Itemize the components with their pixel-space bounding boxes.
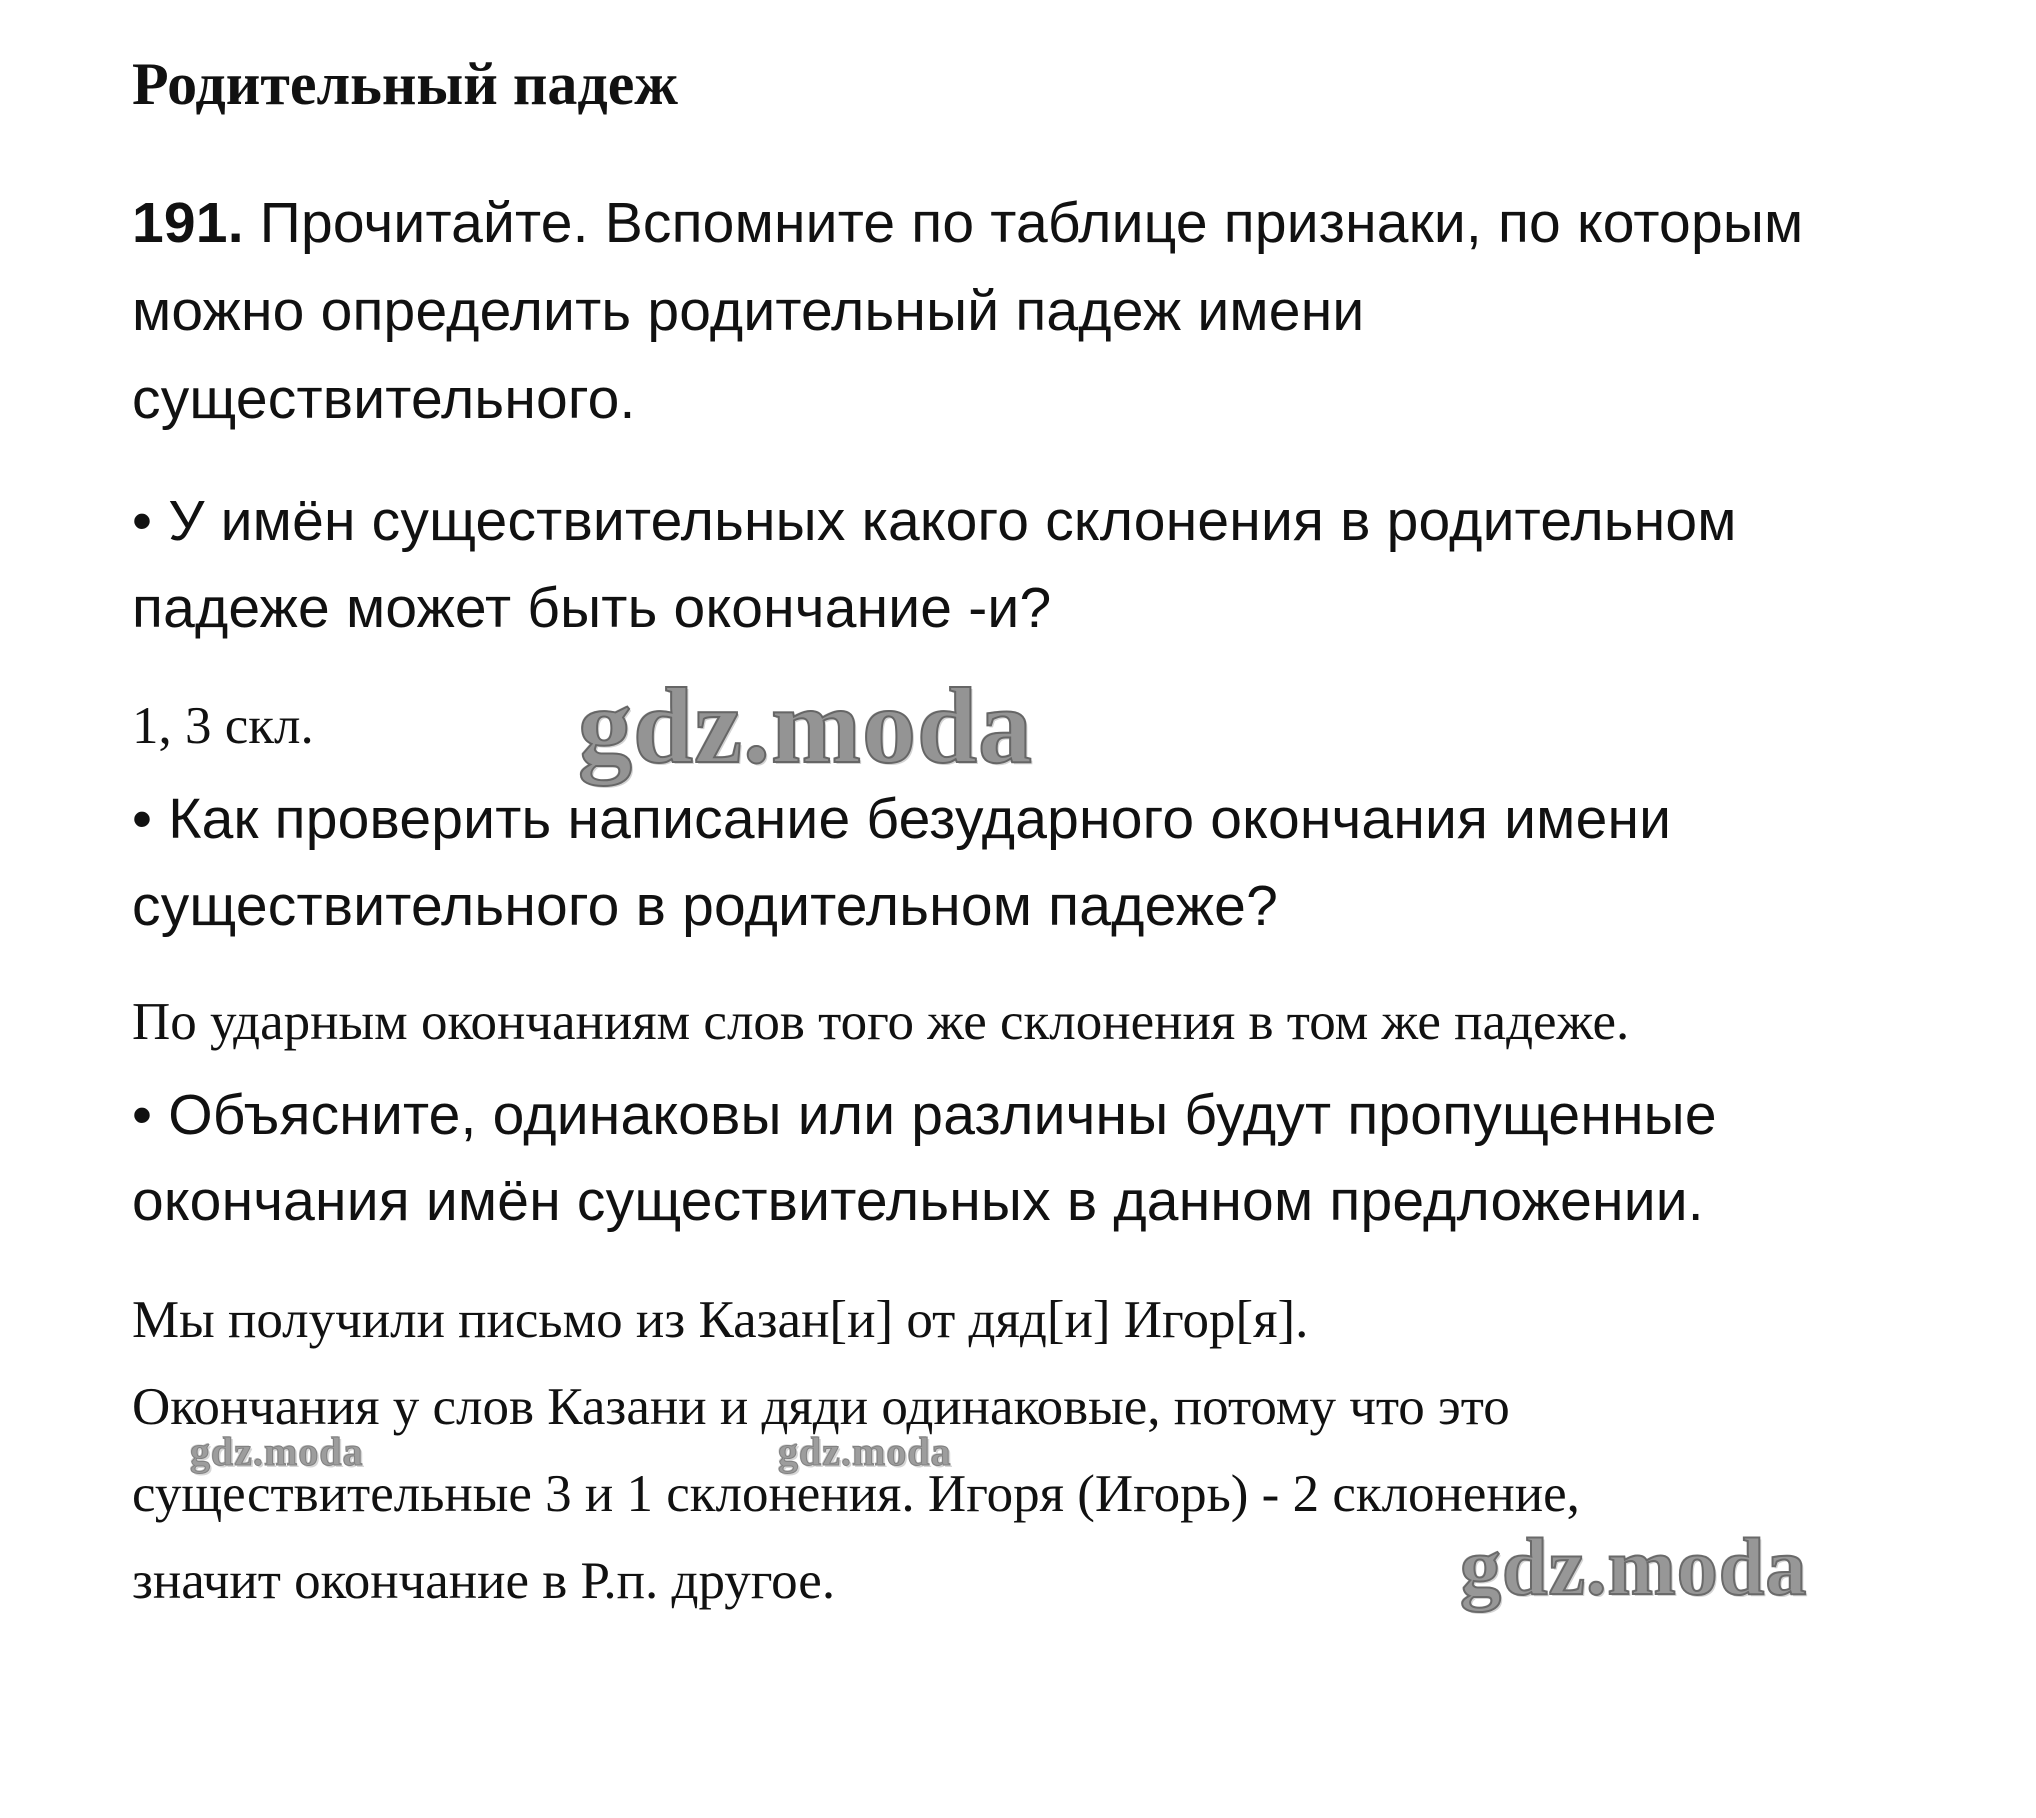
exercise-number: 191. — [132, 191, 244, 255]
exercise-task-line-2: можно определить родительный падеж имени — [132, 279, 1365, 343]
question-3-line-1: • Объясните, одинаковы или различны будут пропущенные — [132, 1083, 1717, 1147]
exercise-task-text: Прочитайте. Вспомните по таблице признаки, по которым — [259, 191, 1804, 255]
watermark: gdz.moda — [578, 667, 1034, 786]
question-2-line-2: существительного в родительном падеже? — [132, 874, 1278, 938]
watermark: gdz.moda — [1460, 1521, 1808, 1612]
question-2-line-1: • Как проверить написание безударного окончания имени — [132, 787, 1672, 851]
page-title: Родительный падеж — [132, 51, 678, 117]
exercise-task-line-1 — [132, 190, 1803, 256]
answer-3-line-4: значит окончание в Р.п. другое. — [132, 1552, 836, 1610]
answer-3-line-1: Мы получили письмо из Казан[и] от дяд[и] Игор[я]. — [132, 1291, 1309, 1349]
watermark: gdz.moda — [190, 1429, 364, 1474]
answer-2: По ударным окончаниям слов того же склонения в том же падеже. — [132, 993, 1630, 1051]
answer-1: 1, 3 скл. — [132, 697, 314, 755]
watermark: gdz.moda — [778, 1429, 952, 1474]
question-1-line-1: • У имён существительных какого склонения в родительном — [132, 489, 1737, 553]
answer-3-line-2: Окончания у слов Казани и дяди одинаковые, потому что это — [132, 1378, 1510, 1436]
answer-3-line-3: существительные 3 и 1 склонения. Игоря (Игорь) - 2 склонение, — [132, 1465, 1580, 1523]
question-1-line-2: падеже может быть окончание -и? — [132, 576, 1052, 640]
exercise-task-line-3: существительного. — [132, 367, 636, 431]
question-3-line-2: окончания имён существительных в данном предложении. — [132, 1169, 1704, 1233]
